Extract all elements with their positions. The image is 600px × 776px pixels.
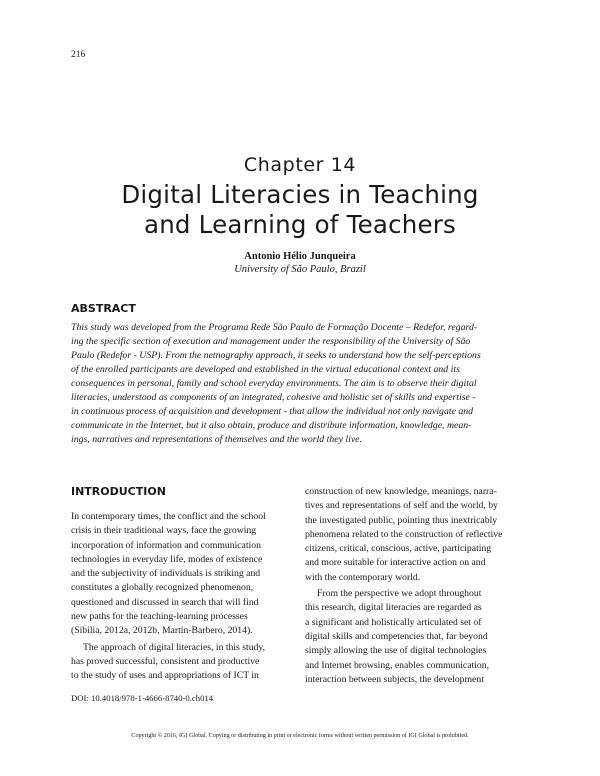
- abstract-line: This study was developed from the Programa Rede São Paulo de Formação Docente – Redefor, regard-: [71, 322, 478, 333]
- chapter-title-line: and Learning of Teachers: [143, 210, 457, 239]
- body-line: tives and representations of self and the world, by: [305, 500, 498, 512]
- abstract-heading: ABSTRACT: [71, 302, 136, 315]
- body-line: construction of new knowledge, meanings, narra-: [305, 486, 497, 497]
- abstract-line: consequences in personal, family and school everyday environments. The aim is to observe their digital: [71, 378, 477, 389]
- body-line: the investigated public, pointing thus inextricably: [305, 514, 498, 526]
- body-line: technologies in everyday life, modes of existence: [71, 553, 263, 565]
- body-line: citizens, critical, conscious, active, participating: [305, 543, 492, 555]
- right-column: [305, 485, 529, 687]
- body-line: and Internet browsing, enables communication,: [305, 659, 490, 671]
- body-line: incorporation of information and communication: [71, 539, 261, 551]
- page-number: 216: [71, 50, 86, 60]
- body-line: From the perspective we adopt throughout: [317, 588, 482, 600]
- introduction-heading: INTRODUCTION: [71, 485, 166, 498]
- author-affiliation: University of São Paulo, Brazil: [234, 264, 366, 275]
- abstract-line: Paulo (Redefor - USP). From the netnography approach, it seeks to understand how the self-perceptions: [71, 350, 481, 361]
- body-line: constitutes a globally recognized phenomenon,: [71, 582, 254, 594]
- body-line: and the subjectivity of individuals is striking and: [71, 568, 261, 580]
- body-line: (Sibilia, 2012a, 2012b, Martin-Barbero, 2014).: [71, 625, 253, 637]
- author-name: Antonio Hélio Junqueira: [244, 251, 356, 262]
- abstract-line: ing the specific section of execution and management under the responsibility of the University of São: [71, 336, 471, 347]
- body-line: In contemporary times, the conflict and the school: [71, 511, 266, 522]
- body-line: with the contemporary world.: [305, 571, 421, 583]
- body-line: crisis in their traditional ways, face the growing: [71, 525, 257, 537]
- abstract-body: [71, 321, 531, 447]
- left-column: [71, 510, 294, 684]
- body-line: questioned and discussed in search that will find: [71, 596, 259, 608]
- chapter-title-line: Digital Literacies in Teaching: [121, 180, 479, 209]
- body-line: and more suitable for interactive action on and: [305, 557, 486, 569]
- body-line: to the study of uses and appropriations of ICT in: [71, 670, 259, 682]
- abstract-line: ings, narratives and representations of themselves and the world they live.: [71, 434, 362, 445]
- body-line: The approach of digital literacies, in this study,: [83, 641, 266, 653]
- body-line: has proved successful, consistent and productive: [71, 655, 260, 667]
- abstract-line: in continuous process of acquisition and development - that allow the individual not only navigate and: [71, 406, 474, 417]
- abstract-line: communicate in the Internet, but it also obtain, produce and distribute information, knowledge, mean-: [71, 420, 472, 431]
- chapter-label: Chapter 14: [243, 154, 357, 176]
- body-line: phenomena related to the construction of reflective: [305, 528, 503, 540]
- body-line: new paths for the teaching-learning processes: [71, 611, 248, 623]
- body-line: a significant and holistically articulated set of: [305, 616, 482, 628]
- doi-line: DOI: 10.4018/978-1-4666-8740-0.ch014: [71, 693, 214, 703]
- copyright-notice: Copyright © 2016, IGI Global. Copying or distributing in print or electronic forms without written permission of IGI Global is prohibited.: [131, 733, 469, 739]
- chapter-title: [60, 180, 540, 240]
- body-line: simply allowing the use of digital technologies: [305, 645, 487, 657]
- body-line: interaction between subjects, the development: [305, 673, 484, 685]
- abstract-line: of the enrolled participants are developed and established in the virtual educational context and its: [71, 364, 460, 375]
- body-line: digital skills and competencies that, far beyond: [305, 630, 488, 642]
- body-line: this research, digital literacies are regarded as: [305, 602, 482, 614]
- abstract-line: literacies, understood as components of an integrated, cohesive and holistic set of skills and expertise -: [71, 392, 476, 403]
